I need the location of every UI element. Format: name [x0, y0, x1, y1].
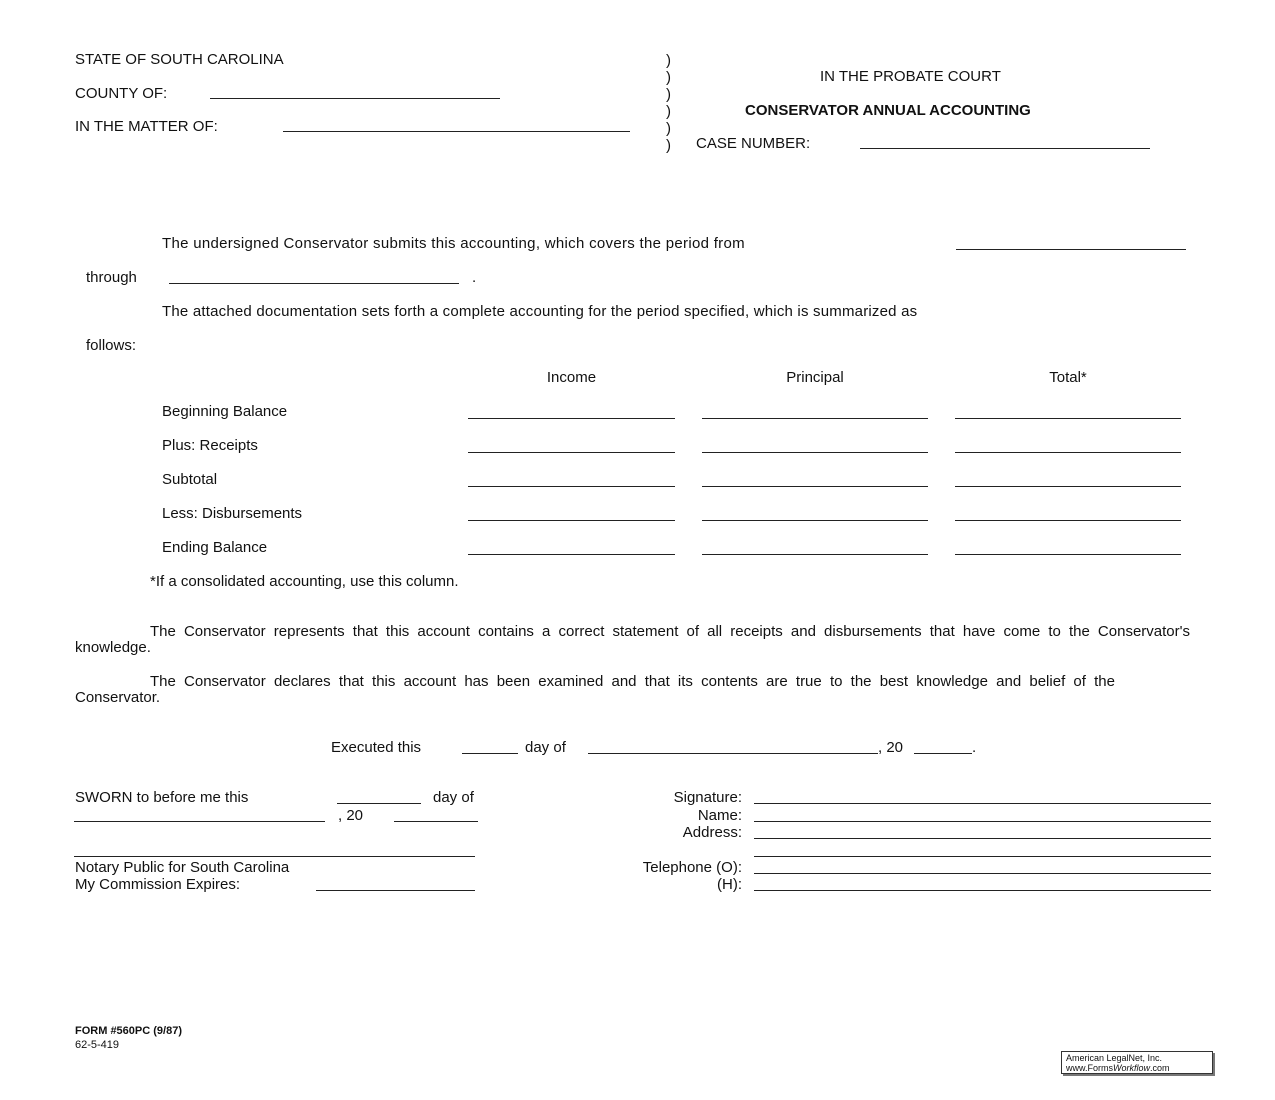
col-principal: Principal: [786, 369, 844, 386]
ending-total-field[interactable]: [955, 554, 1181, 555]
address-field-2[interactable]: [754, 856, 1211, 857]
paren-2: ): [666, 69, 671, 86]
receipts-income-field[interactable]: [468, 452, 675, 453]
executed-label: Executed this: [331, 739, 422, 756]
beginning-income-field[interactable]: [468, 418, 675, 419]
paren-3: ): [666, 86, 671, 103]
disbursements-total-field[interactable]: [955, 520, 1181, 521]
sworn-year-field[interactable]: [394, 821, 478, 822]
col-income: Income: [546, 369, 597, 386]
col-total: Total*: [1049, 369, 1087, 386]
commission-label: My Commission Expires:: [75, 876, 241, 893]
sworn-year-prefix: , 20: [338, 807, 364, 824]
sworn-day-of: day of: [433, 789, 474, 806]
case-number-field[interactable]: [860, 148, 1150, 149]
signature-field[interactable]: [754, 803, 1211, 804]
row-label-ending: Ending Balance: [162, 539, 268, 556]
disbursements-principal-field[interactable]: [702, 520, 928, 521]
executed-month-field[interactable]: [588, 753, 878, 754]
ending-principal-field[interactable]: [702, 554, 928, 555]
through-label: through: [86, 269, 137, 286]
court-heading: IN THE PROBATE COURT: [820, 68, 1001, 85]
receipts-total-field[interactable]: [955, 452, 1181, 453]
statute-code: 62-5-419: [75, 1039, 120, 1051]
statement-paragraph-1: The Conservator represents that this account contains a correct statement of all receipts and disbursements that have come to the Conservator's knowledge.: [75, 623, 1190, 656]
paren-5: ): [666, 120, 671, 137]
ending-income-field[interactable]: [468, 554, 675, 555]
row-label-receipts: Plus: Receipts: [162, 437, 258, 454]
matter-label: IN THE MATTER OF:: [75, 118, 218, 135]
subtotal-principal-field[interactable]: [702, 486, 928, 487]
row-label-subtotal: Subtotal: [162, 471, 218, 488]
period-through-field[interactable]: [169, 283, 459, 284]
telephone-office-field[interactable]: [754, 873, 1211, 874]
address-label: Address:: [682, 824, 742, 841]
executed-year-prefix: , 20: [878, 739, 904, 756]
state-heading: STATE OF SOUTH CAROLINA: [75, 51, 284, 68]
executed-day-of: day of: [525, 739, 566, 756]
publisher-logo: [1061, 1051, 1213, 1074]
beginning-total-field[interactable]: [955, 418, 1181, 419]
table-footnote: *If a consolidated accounting, use this column.: [150, 573, 459, 590]
county-field[interactable]: [210, 98, 500, 99]
paren-4: ): [666, 103, 671, 120]
paren-1: ): [666, 52, 671, 69]
name-label: Name:: [697, 807, 742, 824]
notary-label: Notary Public for South Carolina: [75, 859, 290, 876]
case-number-label: CASE NUMBER:: [696, 135, 811, 152]
matter-field[interactable]: [283, 131, 630, 132]
telephone-home-field[interactable]: [754, 890, 1211, 891]
notary-signature-field[interactable]: [74, 856, 475, 857]
executed-end: .: [972, 739, 977, 756]
sworn-month-field[interactable]: [74, 821, 325, 822]
publisher-name: American LegalNet, Inc.: [1066, 1053, 1163, 1063]
row-label-disbursements: Less: Disbursements: [162, 505, 303, 522]
period-end: .: [472, 269, 477, 286]
subtotal-income-field[interactable]: [468, 486, 675, 487]
row-label-beginning: Beginning Balance: [162, 403, 288, 420]
form-number: FORM #560PC (9/87): [75, 1025, 182, 1037]
telephone-office-label: Telephone (O):: [642, 859, 742, 876]
period-from-field[interactable]: [956, 249, 1186, 250]
paren-6: ): [666, 137, 671, 154]
statement-paragraph-2: The Conservator declares that this account has been examined and that its contents are true to the best knowledge and belief of the Conservator.: [75, 673, 1115, 706]
sworn-day-field[interactable]: [337, 803, 421, 804]
telephone-home-label: (H):: [717, 876, 742, 893]
signature-label: Signature:: [673, 789, 742, 806]
publisher-url: www.FormsWorkflow.com: [1066, 1063, 1170, 1073]
form-title: CONSERVATOR ANNUAL ACCOUNTING: [745, 102, 1031, 119]
intro-line: The undersigned Conservator submits this accounting, which covers the period from: [162, 235, 745, 252]
beginning-principal-field[interactable]: [702, 418, 928, 419]
address-field-1[interactable]: [754, 838, 1211, 839]
sworn-label: SWORN to before me this: [75, 789, 249, 806]
disbursements-income-field[interactable]: [468, 520, 675, 521]
follows-label: follows:: [86, 337, 137, 354]
commission-expires-field[interactable]: [316, 890, 475, 891]
executed-year-field[interactable]: [914, 753, 972, 754]
county-label: COUNTY OF:: [75, 85, 168, 102]
name-field[interactable]: [754, 821, 1211, 822]
executed-day-field[interactable]: [462, 753, 518, 754]
summary-line: The attached documentation sets forth a complete accounting for the period specified, which is summarized as: [162, 303, 918, 320]
receipts-principal-field[interactable]: [702, 452, 928, 453]
subtotal-total-field[interactable]: [955, 486, 1181, 487]
